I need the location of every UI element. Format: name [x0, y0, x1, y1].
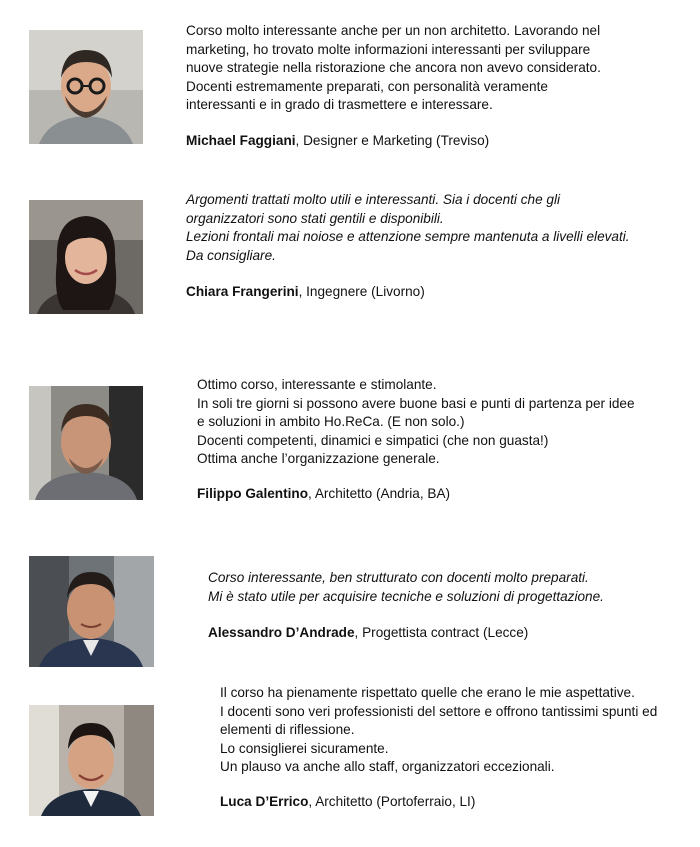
testimonial-quote: Ottimo corso, interessante e stimolante. In soli tre giorni si possono avere buone basi e punti di partenza per idee e soluzioni in ambito Ho.ReCa. (E non solo.) Docenti competenti, dinamici e simpatici (che non guasta!) Ottima anche l’organizzazione generale. [197, 377, 635, 467]
portrait-photo [29, 556, 154, 667]
author-name: Luca D’Errico [220, 794, 309, 809]
testimonial-quote: Argomenti trattati molto utili e interessanti. Sia i docenti che gli organizzatori sono stati gentili e disponibili. Lezioni frontali mai noiose e attenzione sempre mantenuta a livelli elevati. Da consigliare. [186, 192, 630, 263]
author-role: , Progettista contract (Lecce) [354, 625, 529, 640]
author-name: Chiara Frangerini [186, 284, 299, 299]
testimonial-author [186, 132, 489, 151]
testimonial-author [197, 485, 450, 504]
testimonial-author [208, 624, 528, 643]
portrait-image [29, 556, 154, 667]
portrait-image [29, 386, 143, 500]
author-role: , Architetto (Portoferraio, LI) [308, 794, 476, 809]
testimonial-author [220, 793, 475, 812]
portrait-photo [29, 705, 154, 816]
author-name: Filippo Galentino [197, 486, 309, 501]
testimonial-quote: Corso interessante, ben strutturato con docenti molto preparati. Mi è stato utile per acquisire tecniche e soluzioni di progettazione. [208, 570, 604, 604]
testimonial-author [186, 283, 425, 302]
portrait-image [29, 30, 143, 144]
portrait-photo [29, 30, 143, 144]
portrait-photo [29, 386, 143, 500]
portrait-photo [29, 200, 143, 314]
testimonial-quote: Il corso ha pienamente rispettato quelle che erano le mie aspettative. I docenti sono veri professionisti del settore e offrono tantissimi spunti ed elementi di riflessione. Lo consiglierei sicuramente. Un plauso va anche allo staff, organizzatori eccezionali. [220, 685, 658, 775]
author-name: Alessandro D’Andrade [208, 625, 355, 640]
portrait-image [29, 705, 154, 816]
author-role: , Architetto (Andria, BA) [308, 486, 451, 501]
author-role: , Designer e Marketing (Treviso) [295, 133, 490, 148]
testimonial-quote: Corso molto interessante anche per un non architetto. Lavorando nel marketing, ho trovato molte informazioni interessanti per sviluppare nuove strategie nella ristorazione che ancora non avevo considerato. Docenti estremamente preparati, con personalità veramente interessanti e in grado di trasmettere e interessare. [186, 23, 601, 113]
author-role: , Ingegnere (Livorno) [298, 284, 425, 299]
author-name: Michael Faggiani [186, 133, 296, 148]
portrait-image [29, 200, 143, 314]
